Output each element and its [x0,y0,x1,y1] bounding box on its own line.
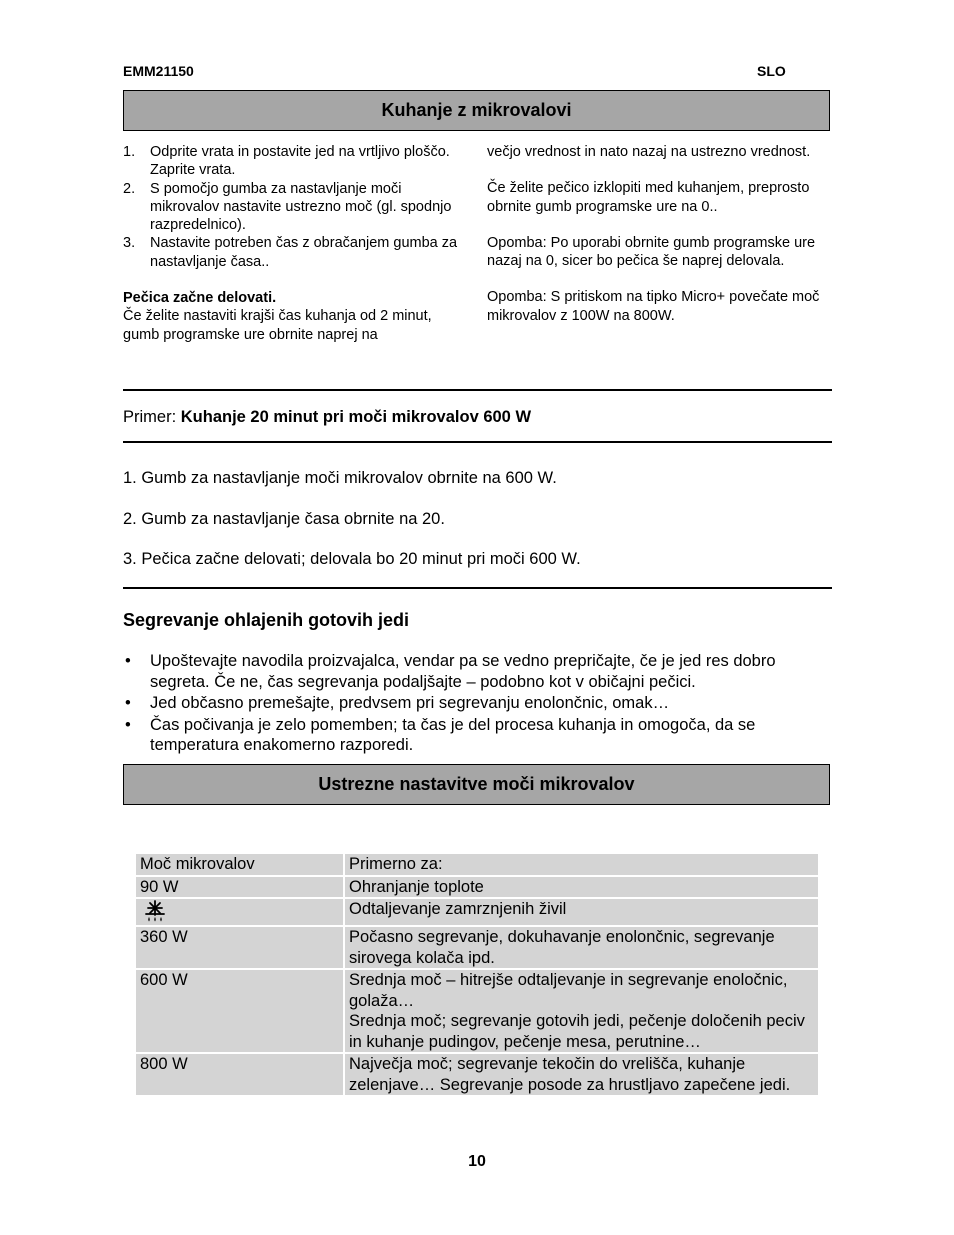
divider [123,587,832,589]
page-number: 10 [468,1153,486,1170]
step-number: 2. [123,180,136,197]
column-header-power: Moč mikrovalov [135,853,344,876]
micro-plus-note: Opomba: S pritiskom na tipko Micro+ povečate moč mikrovalov z 100W na 800W. [487,289,820,324]
short-time-note: Če želite nastaviti krajši čas kuhanja od 2 minut, gumb programske ure obrnite naprej na [123,308,432,343]
reheat-bullet-list [123,651,823,757]
divider [123,441,832,443]
table-row [135,969,819,1053]
bullet-text: Čas počivanja je zelo pomemben; ta čas je del procesa kuhanja in omogoča, da se temperatura enakomerno razporedi. [150,715,756,754]
step-text: S pomočjo gumba za nastavljanje moči mikrovalov nastavite ustrezno moč (gl. spodnjo razpredelnico). [150,180,452,234]
reheat-heading: Segrevanje ohlajenih gotovih jedi [123,610,410,630]
use-cell [344,969,819,1053]
table-row [135,926,819,969]
table-row [135,1053,819,1096]
use-line: Srednja moč – hitrejše odtaljevanje in segrevanje enoločnic, golaža… [349,971,788,1010]
divider [123,389,832,391]
use-cell: Ohranjanje toplote [344,876,819,899]
power-cell: 800 W [135,1053,344,1096]
section-title-text: Ustrezne nastavitve moči mikrovalov [318,774,635,794]
bullet-text: Upoštevajte navodila proizvajalca, vendar pa se vedno prepričajte, če je jed res dobro segreta. Če ne, čas segrevanja podaljšajte – podobno kot v običajni pečici. [150,652,776,691]
step-item [123,234,463,271]
section-title-text: Kuhanje z mikrovalovi [381,100,572,120]
step-text: Nastavite potreben čas z obračanjem gumba za nastavljanje časa.. [150,235,458,270]
use-cell: Največja moč; segrevanje tekočin do vrelišča, kuhanje zelenjave… Segrevanje posode za hrustljavo zapečene jedi. [344,1053,819,1096]
right-column [487,143,832,325]
power-cell: 90 W [135,876,344,899]
after-use-note: Opomba: Po uporabi obrnite gumb programske ure nazaj na 0, sicer bo pečica še naprej delovala. [487,234,816,270]
table-row [135,876,819,899]
bullet-item [123,715,823,756]
oven-starts-note: Pečica začne delovati. [123,290,277,307]
example-heading [123,408,531,427]
step-item [123,143,463,180]
table-header-row [135,853,819,876]
example-step: 2. Gumb za nastavljanje časa obrnite na 20. [123,510,445,528]
step-text: Odprite vrata in postavite jed na vrtljivo ploščo. Zaprite vrata. [150,144,450,179]
switch-off-note: Če želite pečico izklopiti med kuhanjem, preprosto obrnite gumb programske ure na 0.. [487,180,810,215]
step-item [123,180,463,235]
example-step: 3. Pečica začne delovati; delovala bo 20 minut pri moči 600 W. [123,550,581,568]
bullet-icon: • [125,652,131,670]
example-title: Kuhanje 20 minut pri moči mikrovalov 600 W [180,408,532,426]
use-line: Srednja moč; segrevanje gotovih jedi, pečenje določenih peciv in kuhanje pudingov, pečenje mesa, perutnine… [349,1012,805,1051]
step-number: 3. [123,235,136,252]
section-title-power-settings [123,764,830,805]
left-column [123,143,463,344]
bullet-text: Jed občasno premešajte, predvsem pri segrevanju enolončnic, omak… [150,694,670,712]
short-time-note-continued: večjo vrednost in nato nazaj na ustrezno vrednost. [487,144,811,160]
use-cell: Počasno segrevanje, dokuhavanje enolončnic, segrevanje sirovega kolača ipd. [344,926,819,969]
bullet-icon: • [125,715,131,734]
defrost-snowflake-icon [140,899,170,925]
step-number: 1. [123,144,136,160]
example-step: 1. Gumb za nastavljanje moči mikrovalov obrnite na 600 W. [123,469,557,487]
section-title-microwave-cooking [123,90,830,131]
example-prefix: Primer: [123,408,181,426]
column-header-use: Primerno za: [344,853,819,876]
bullet-item [123,693,823,714]
power-settings-table [134,852,820,1097]
power-cell [135,898,344,926]
use-cell: Odtaljevanje zamrznjenih živil [344,898,819,926]
power-cell: 600 W [135,969,344,1053]
language-code: SLO [757,63,786,79]
bullet-icon: • [125,694,131,712]
table-row [135,898,819,926]
cooking-steps [123,143,463,271]
model-number: EMM21150 [123,63,194,79]
power-cell: 360 W [135,926,344,969]
bullet-item [123,651,823,692]
